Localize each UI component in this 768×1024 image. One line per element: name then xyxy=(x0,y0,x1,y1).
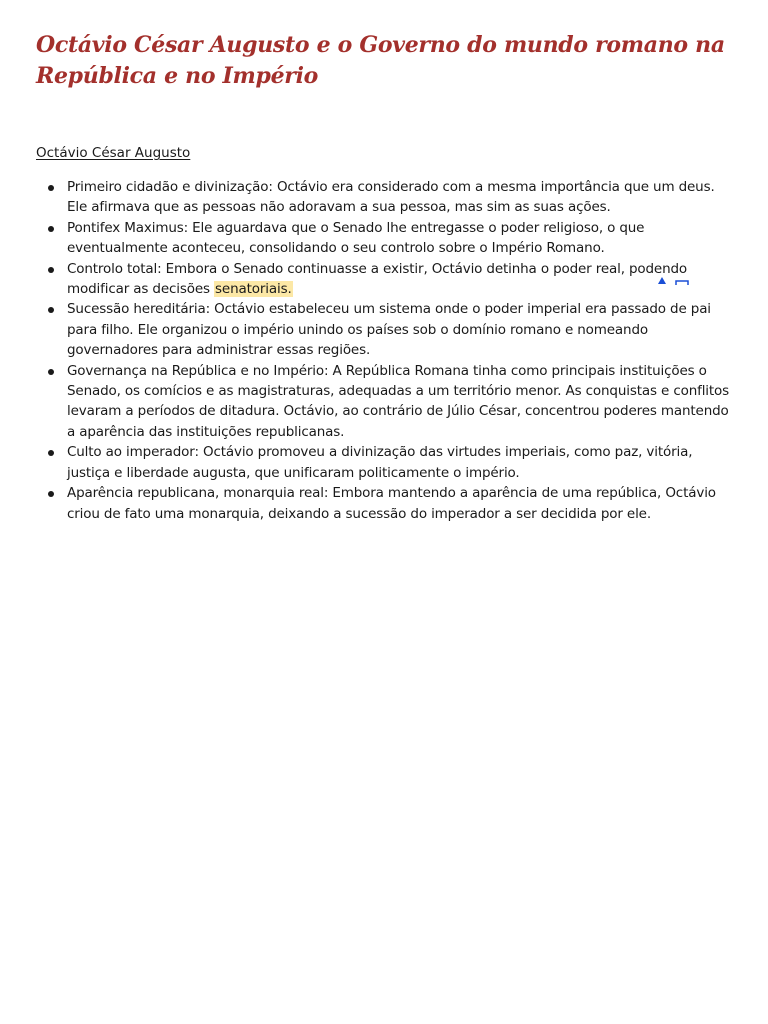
bullet-icon xyxy=(48,307,54,313)
list-item xyxy=(36,177,736,218)
list-item-text: Sucessão hereditária: Octávio estabeleceu um sistema onde o poder imperial era passado de pai para filho. Ele organizou o império unindo os países sob o domínio romano e nomeando governadores para administrar essas regiões. xyxy=(67,301,711,359)
text-cursor-marker-icon xyxy=(656,275,690,287)
list-item xyxy=(36,299,736,360)
list-item-text: Controlo total: Embora o Senado continuasse a existir, Octávio detinha o poder real, podendo modificar as decisões xyxy=(67,260,688,298)
bullet-icon xyxy=(48,226,54,232)
list-item-text: Primeiro cidadão e divinização: Octávio era considerado com a mesma importância que um deus. Ele afirmava que as pessoas não adoravam a sua pessoa, mas sim as suas ações. xyxy=(67,179,715,216)
bullet-icon xyxy=(48,491,54,497)
list-item-text: Aparência republicana, monarquia real: Embora mantendo a aparência de uma república, Octávio criou de fato uma monarquia, deixando a sucessão do imperador a ser decidida por ele. xyxy=(67,485,716,522)
list-item xyxy=(36,483,736,524)
list-item xyxy=(36,442,736,483)
list-item xyxy=(36,218,736,259)
bullet-list xyxy=(36,177,736,524)
bullet-icon xyxy=(48,185,54,191)
list-item-text: Pontifex Maximus: Ele aguardava que o Senado lhe entregasse o poder religioso, o que eventualmente aconteceu, consolidando o seu controlo sobre o Império Romano. xyxy=(67,219,645,257)
list-item-text: Culto ao imperador: Octávio promoveu a divinização das virtudes imperiais, como paz, vitória, justiça e liberdade augusta, que unificaram politicamente o império. xyxy=(67,444,693,481)
list-item xyxy=(36,259,736,300)
document-title: Octávio César Augusto e o Governo do mundo romano na República e no Império xyxy=(36,32,725,89)
bullet-icon xyxy=(48,267,54,273)
list-item-text: Governança na República e no Império: A República Romana tinha como principais instituições o Senado, os comícios e as magistraturas, adequadas a um território menor. As conquistas e conflitos levaram a períodos de ditadura. Octávio, ao contrário de Júlio César, concentrou poderes mantendo a aparência das instituições republicanas. xyxy=(67,362,730,440)
bullet-icon xyxy=(48,450,54,456)
list-item xyxy=(36,361,736,443)
section-heading: Octávio César Augusto xyxy=(36,145,191,161)
highlighted-text: senatoriais. xyxy=(215,281,292,298)
bullet-icon xyxy=(48,369,54,375)
